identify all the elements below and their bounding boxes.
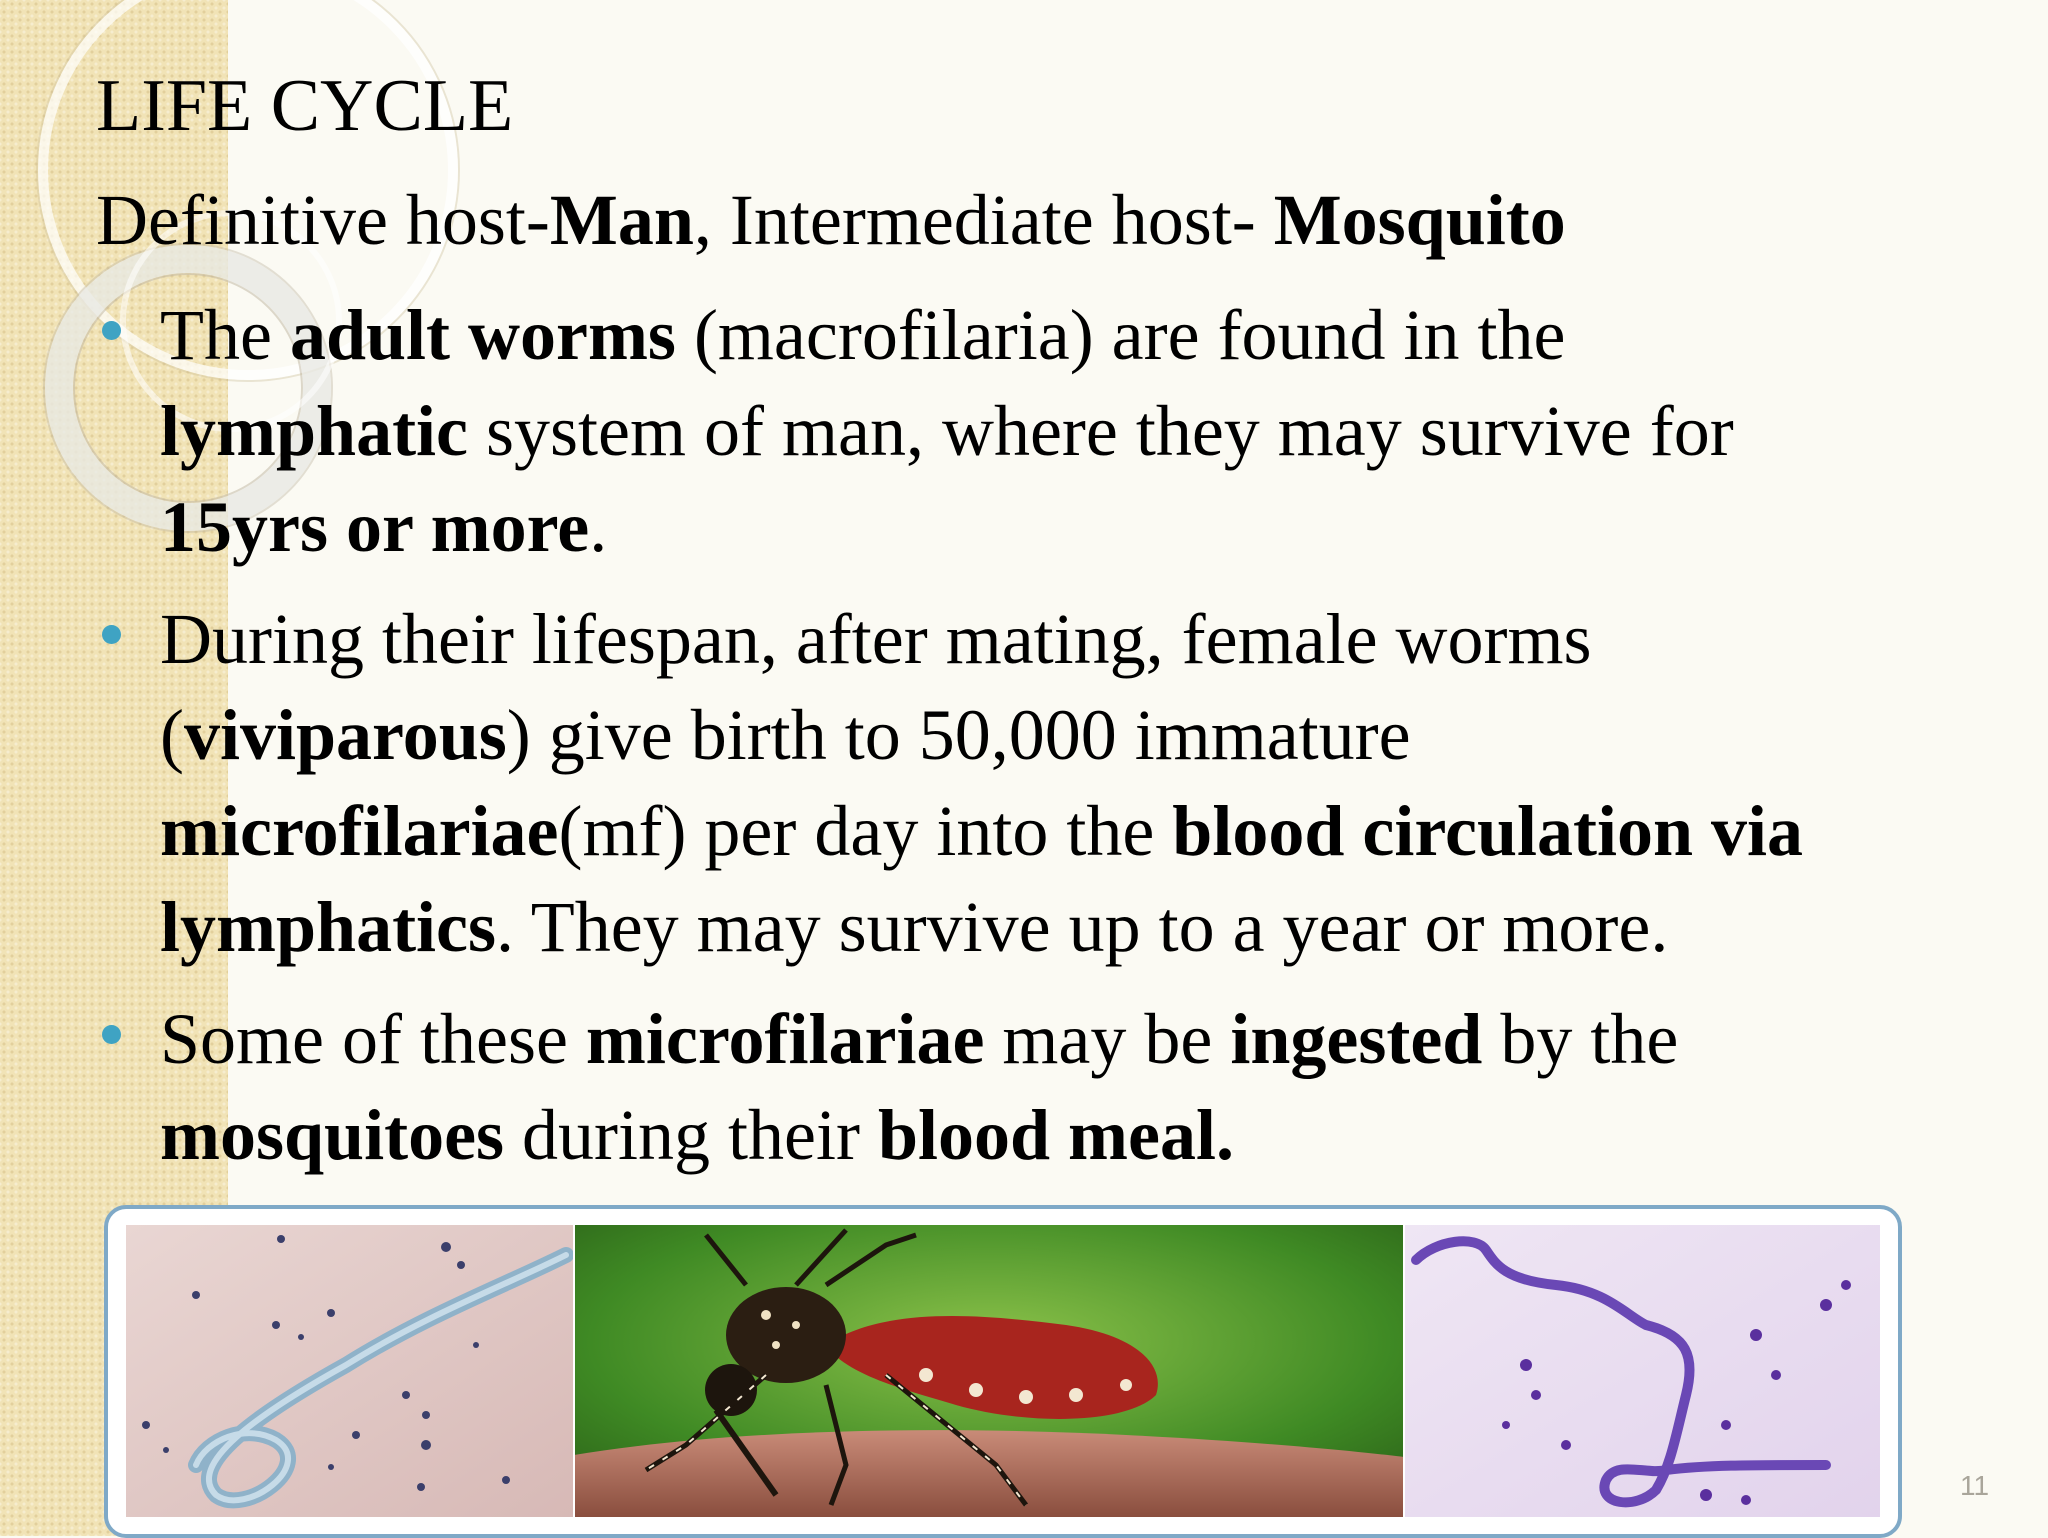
- text-segment: Some of these: [160, 999, 586, 1079]
- bullet-item: [96, 287, 1996, 575]
- bullet-line: [160, 687, 1996, 783]
- bullet-dot-icon: [102, 625, 121, 644]
- text-segment: , Intermediate host-: [693, 180, 1274, 260]
- bullet-list: [96, 287, 1996, 1199]
- slide-title: LIFE CYCLE: [96, 65, 514, 147]
- microfilaria-photo-pink: [126, 1225, 574, 1517]
- bullet-item: [96, 591, 1996, 975]
- bullet-line: [160, 991, 1996, 1087]
- bold-text: microfilariae: [160, 791, 559, 871]
- mosquito-photo: [574, 1225, 1404, 1517]
- bullet-line: [160, 879, 1996, 975]
- text-segment: during their: [504, 1095, 878, 1175]
- page-number: 11: [1960, 1470, 1990, 1501]
- text-segment: . They may survive up to a year or more.: [496, 887, 1669, 967]
- bold-text: ingested: [1230, 999, 1483, 1079]
- bold-text: blood meal.: [877, 1095, 1234, 1175]
- text-segment: may be: [984, 999, 1231, 1079]
- text-segment: system of man, where they may survive for: [468, 391, 1734, 471]
- text-segment: (macrofilaria) are found in the: [675, 295, 1566, 375]
- text-segment: During their lifespan, after mating, female worms: [160, 599, 1592, 679]
- bullet-line: [160, 287, 1996, 383]
- bold-text: viviparous: [183, 695, 507, 775]
- bold-text: lymphatic: [160, 391, 469, 471]
- microfilaria-photo-violet: [1404, 1225, 1880, 1517]
- bold-text: mosquitoes: [160, 1095, 505, 1175]
- bold-text: blood circulation via: [1172, 791, 1804, 871]
- text-segment: (mf) per day into the: [558, 791, 1173, 871]
- bold-text: microfilariae: [585, 999, 985, 1079]
- bold-text: Man: [549, 180, 694, 260]
- text-segment: Definitive host-: [96, 180, 550, 260]
- bullet-dot-icon: [102, 1025, 121, 1044]
- bullet-line: [160, 479, 1996, 575]
- bold-text: adult worms: [289, 295, 676, 375]
- bullet-line: [160, 383, 1996, 479]
- image-strip: [104, 1205, 1902, 1538]
- bold-text: Mosquito: [1273, 180, 1566, 260]
- image-strip-photos: [126, 1225, 1880, 1517]
- bold-text: lymphatics: [160, 887, 497, 967]
- text-segment: ) give birth to 50,000 immature: [506, 695, 1411, 775]
- bullet-dot-icon: [102, 321, 121, 340]
- bullet-line: [160, 783, 1996, 879]
- text-segment: .: [589, 487, 608, 567]
- bold-text: 15yrs or more: [160, 487, 590, 567]
- bullet-line: [160, 1087, 1996, 1183]
- text-segment: (: [160, 695, 184, 775]
- host-line: [96, 178, 1566, 262]
- bullet-item: [96, 991, 1996, 1183]
- bullet-line: [160, 591, 1996, 687]
- text-segment: by the: [1482, 999, 1679, 1079]
- text-segment: The: [160, 295, 290, 375]
